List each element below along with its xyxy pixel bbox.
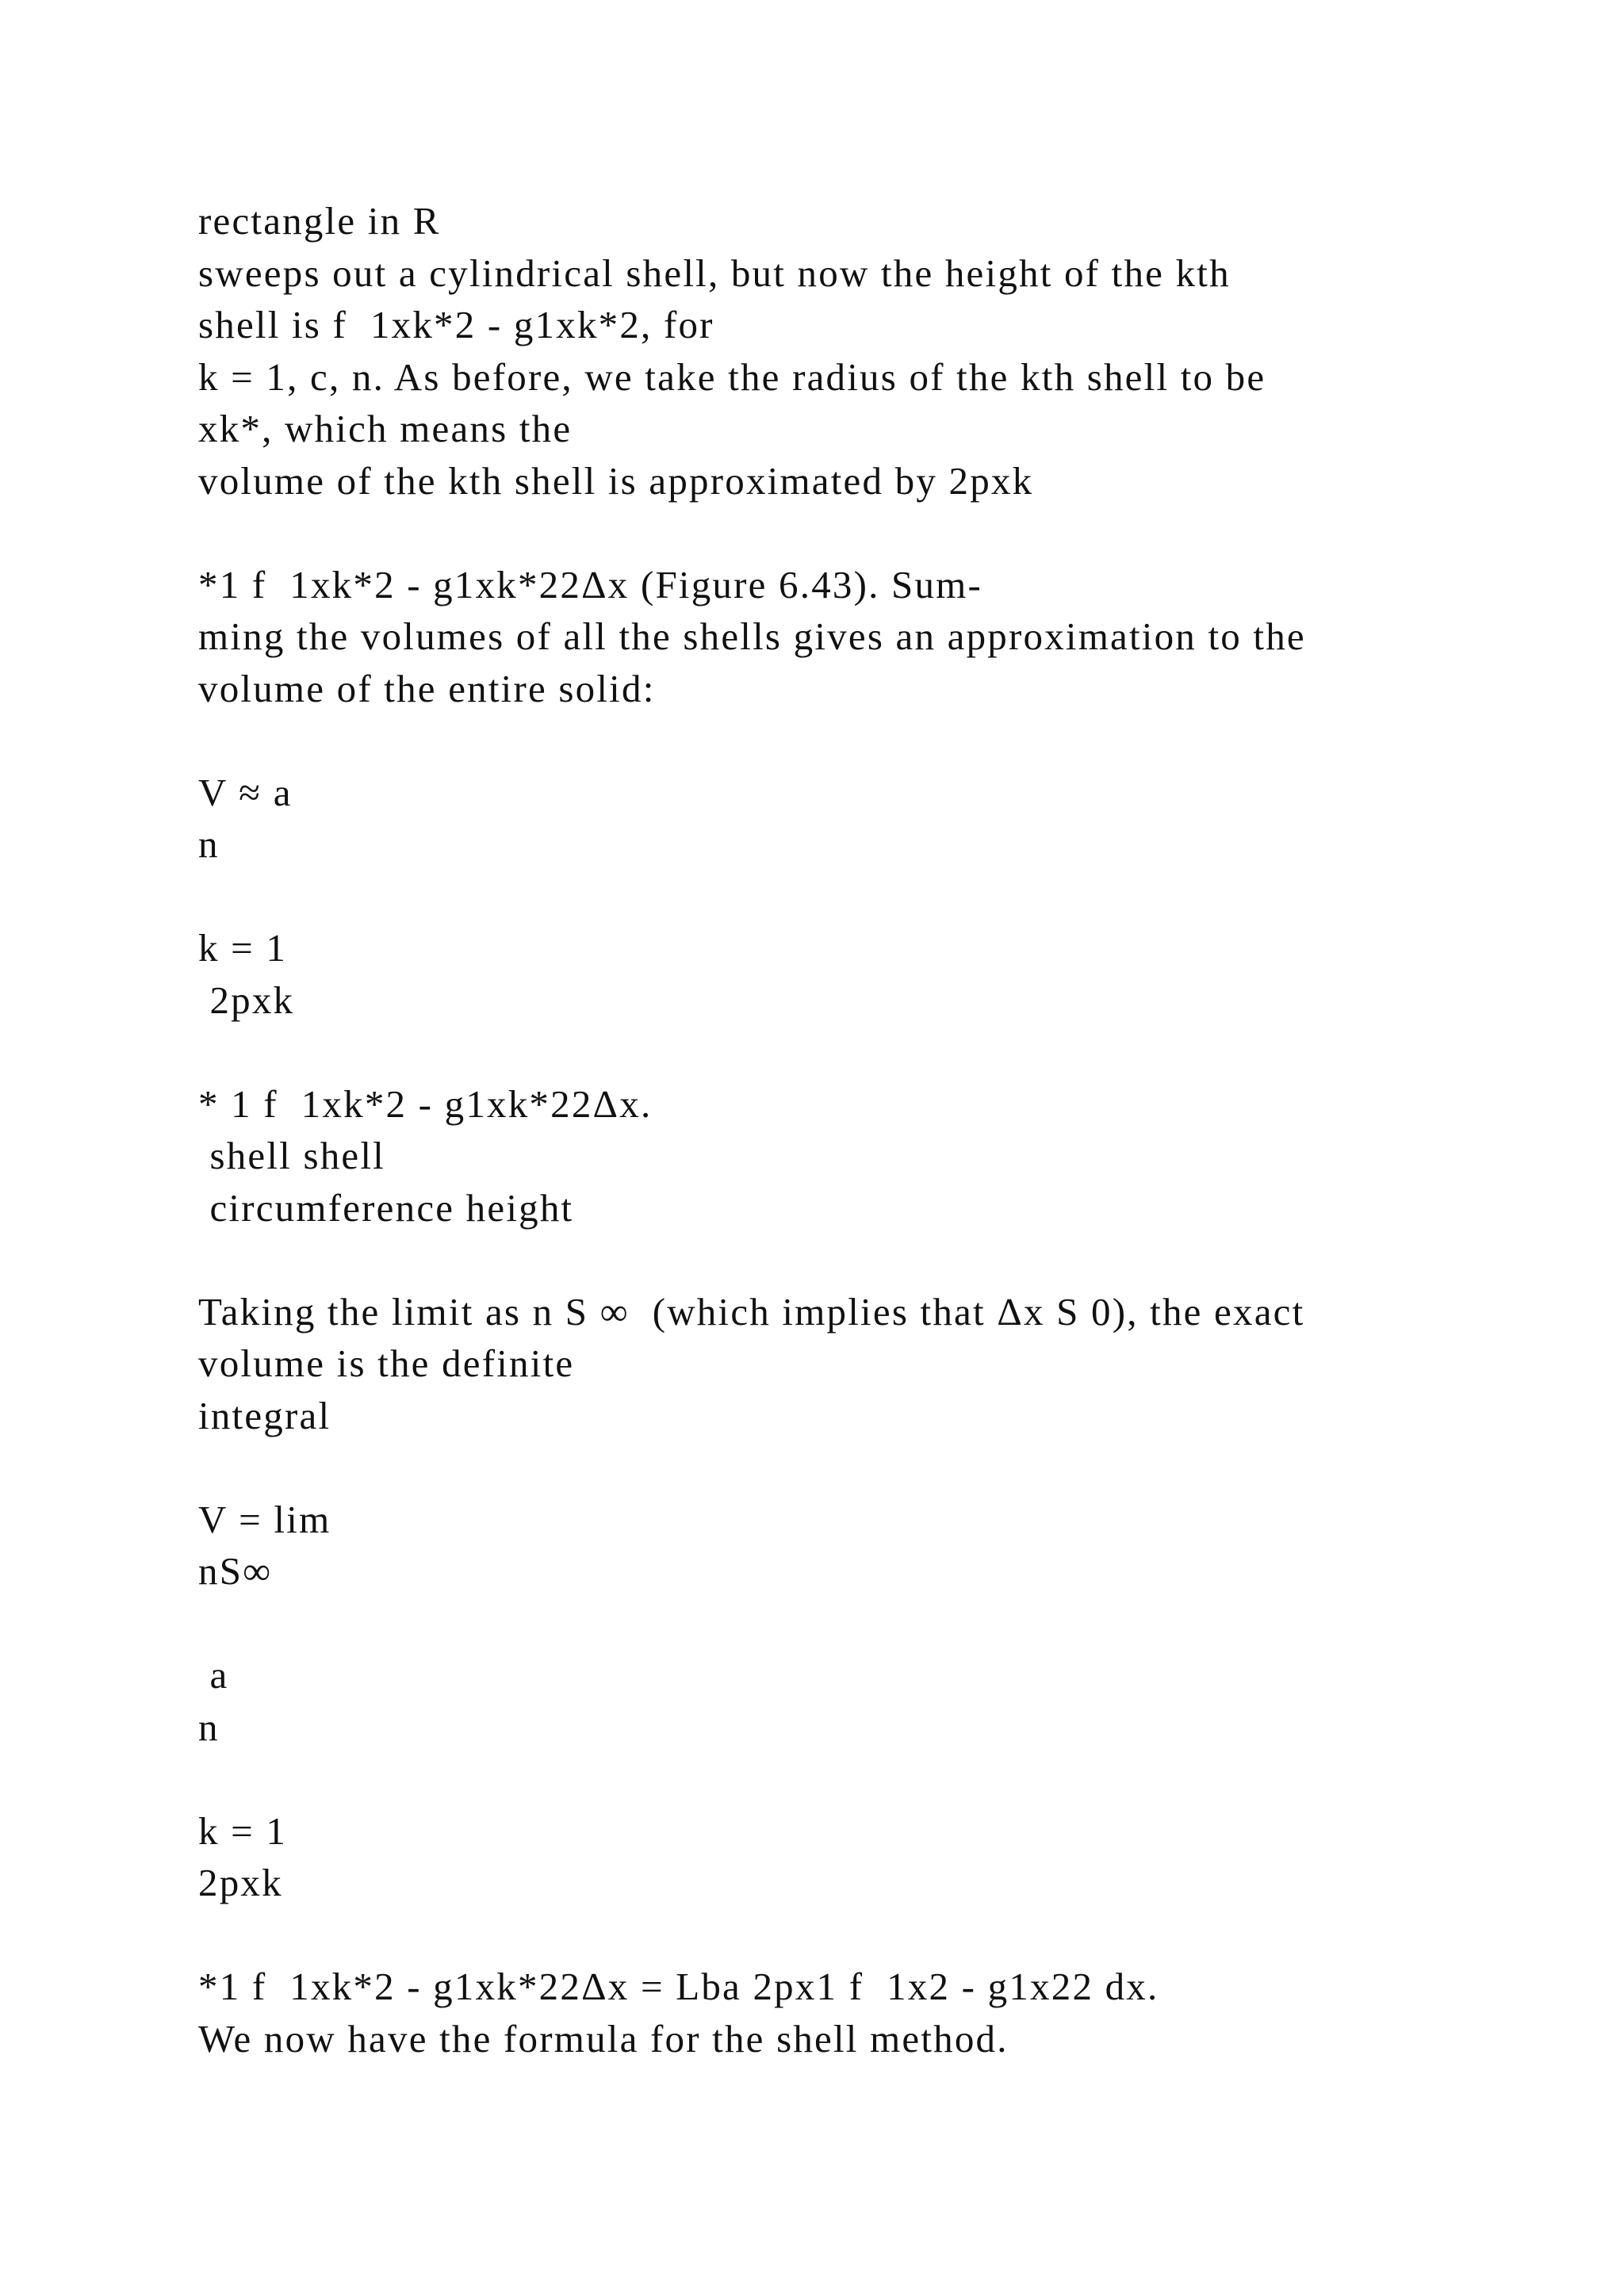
- text-line: circumference height: [198, 1185, 574, 1230]
- blank-line: [198, 1026, 1546, 1078]
- text-line: n: [198, 1705, 220, 1749]
- text-line: xk*, which means the: [198, 407, 573, 450]
- text-line: a: [198, 1653, 229, 1697]
- text-line: shell shell: [198, 1134, 385, 1177]
- text-line: sweeps out a cylindrical shell, but now the height of the kth: [198, 251, 1231, 295]
- text-line: *1 f 1xk*2 - g1xk*22Δx = Lba 2px1 f 1x2 - g1x22 dx.: [198, 1965, 1159, 2008]
- text-line: V ≈ a: [198, 770, 293, 814]
- text-line: 2pxk: [198, 978, 295, 1022]
- text-line: * 1 f 1xk*2 - g1xk*22Δx.: [198, 1081, 653, 1126]
- text-line: We now have the formula for the shell method.: [198, 2016, 1009, 2061]
- blank-line: [198, 714, 1546, 767]
- text-line: Taking the limit as n S ∞ (which implies that Δx S 0), the exact: [198, 1289, 1305, 1334]
- text-line: V = lim: [198, 1497, 331, 1541]
- text-line: *1 f 1xk*2 - g1xk*22Δx (Figure 6.43). Sum-: [198, 562, 982, 607]
- text-line: k = 1: [198, 1808, 288, 1853]
- blank-line: [198, 1441, 1546, 1494]
- text-line: k = 1, c, n. As before, we take the radius of the kth shell to be: [198, 354, 1266, 399]
- text-line: 2pxk: [198, 1861, 283, 1904]
- text-line: k = 1: [198, 926, 288, 970]
- text-line: rectangle in R: [198, 199, 441, 243]
- blank-line: [198, 1234, 1546, 1286]
- blank-line: [198, 871, 1546, 923]
- blank-line: [198, 507, 1546, 559]
- text-line: volume is the definite: [198, 1341, 575, 1385]
- text-line: volume of the kth shell is approximated by 2pxk: [198, 458, 1034, 503]
- blank-line: [198, 1598, 1546, 1650]
- text-line: volume of the entire solid:: [198, 666, 656, 710]
- blank-line: [198, 1753, 1546, 1805]
- text-line: integral: [198, 1393, 331, 1437]
- text-line: ming the volumes of all the shells gives an approximation to the: [198, 614, 1306, 658]
- document-text: [198, 195, 1546, 2064]
- text-line: shell is f 1xk*2 - g1xk*2, for: [198, 303, 714, 346]
- blank-line: [198, 1909, 1546, 1961]
- text-line: n: [198, 822, 220, 866]
- text-line: nS∞: [198, 1549, 273, 1593]
